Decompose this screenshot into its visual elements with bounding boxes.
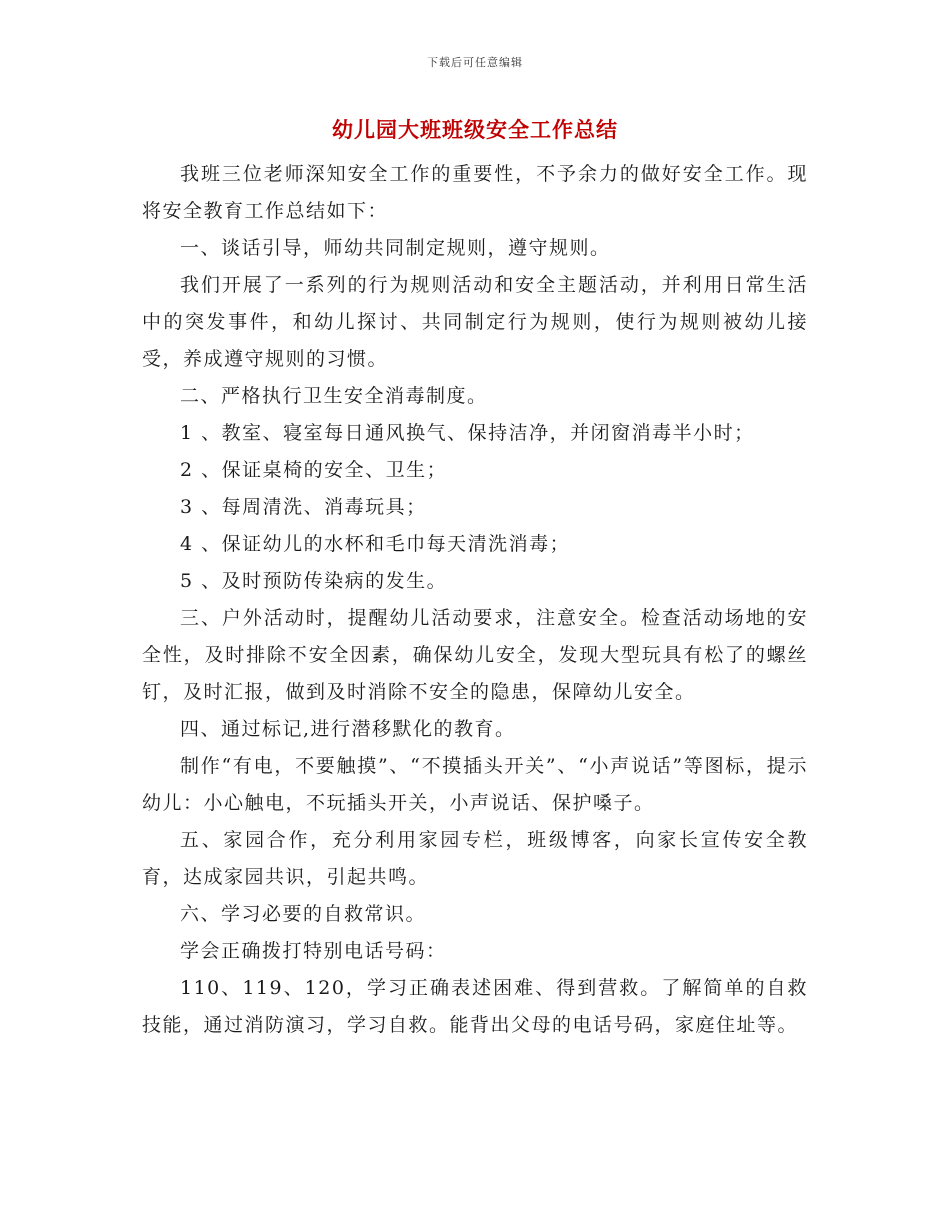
list-item-4: 4 、保证幼儿的水杯和毛巾每天清洗消毒； xyxy=(180,533,571,555)
document-title: 幼儿园大班班级安全工作总结 xyxy=(332,118,618,142)
paragraph-self-rescue: 110、119、120，学习正确表述困难、得到营救。了解简单的自救技能，通过消防演习，学习自救。能背出父母的电话号码，家庭住址等。 xyxy=(142,977,808,1036)
list-item-1: 1 、教室、寝室每日通风换气、保持洁净，并闭窗消毒半小时； xyxy=(180,422,755,444)
header-note: 下载后可任意编辑 xyxy=(427,56,523,69)
list-item-2: 2 、保证桌椅的安全、卫生； xyxy=(180,459,448,481)
section-heading-5: 五、家园合作，充分利用家园专栏，班级博客，向家长宣传安全教育，达成家园共识，引起共鸣。 xyxy=(142,829,808,888)
section-heading-4: 四、通过标记,进行潜移默化的教育。 xyxy=(180,718,516,740)
list-item-5: 5 、及时预防传染病的发生。 xyxy=(180,570,448,592)
list-item-3: 3 、每周清洗、消毒玩具； xyxy=(180,496,427,518)
section-heading-6: 六、学习必要的自救常识。 xyxy=(180,903,427,925)
document-body xyxy=(142,156,808,1044)
paragraph-intro: 我班三位老师深知安全工作的重要性，不予余力的做好安全工作。现将安全教育工作总结如下： xyxy=(142,163,808,222)
section-heading-1: 一、谈话引导，师幼共同制定规则，遵守规则。 xyxy=(180,237,611,259)
section-heading-2: 二、严格执行卫生安全消毒制度。 xyxy=(180,385,488,407)
section-heading-3: 三、户外活动时，提醒幼儿活动要求，注意安全。检查活动场地的安全性，及时排除不安全因素，确保幼儿安全，发现大型玩具有松了的螺丝钉，及时汇报，做到及时消除不安全的隐患，保障幼儿安全。 xyxy=(142,607,808,703)
paragraph-rules: 我们开展了一系列的行为规则活动和安全主题活动，并利用日常生活中的突发事件，和幼儿探讨、共同制定行为规则，使行为规则被幼儿接受，养成遵守规则的习惯。 xyxy=(142,274,808,370)
paragraph-phone: 学会正确拨打特别电话号码： xyxy=(180,940,447,962)
paragraph-signs: 制作“有电，不要触摸”、“不摸插头开关”、“小声说话”等图标，提示幼儿：小心触电，不玩插头开关，小声说话、保护嗓子。 xyxy=(142,755,808,814)
